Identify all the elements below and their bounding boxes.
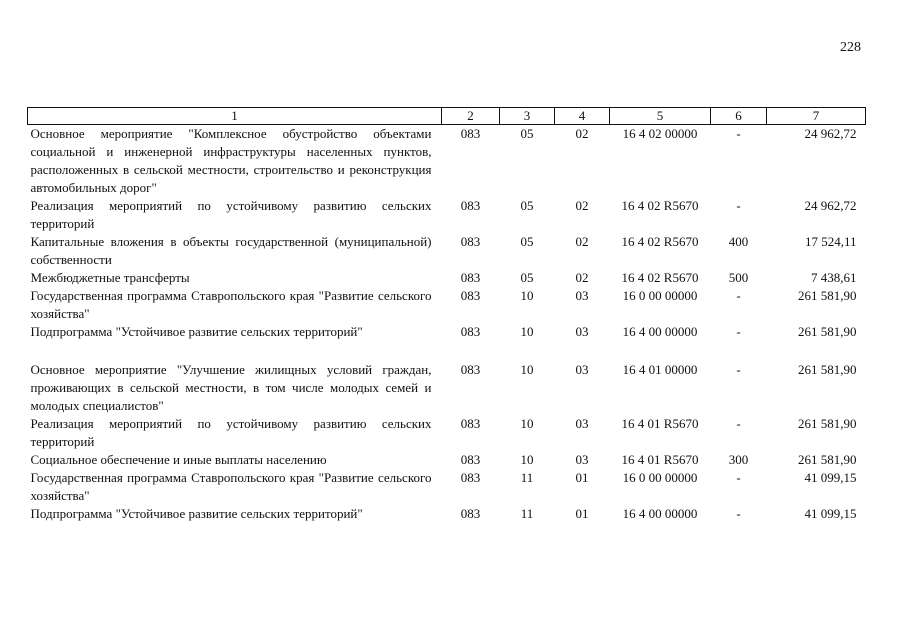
target-article-cell: 16 4 02 R5670: [621, 198, 699, 213]
table-row: [28, 233, 866, 269]
expense-type-cell: -: [736, 198, 741, 213]
target-article-cell: 16 0 00 00000: [622, 470, 698, 485]
row-name-cell: Подпрограмма "Устойчивое развитие сельских территорий": [30, 324, 363, 339]
section-code-cell: 05: [520, 234, 534, 249]
row-name-cell: Реализация мероприятий по устойчивому развитию сельских территорий: [30, 198, 432, 231]
table-row: [28, 197, 866, 233]
target-article-cell: 16 4 02 R5670: [621, 270, 699, 285]
expense-type-cell: -: [736, 362, 741, 377]
expense-type-cell: -: [736, 126, 741, 141]
amount-cell: 261 581,90: [798, 362, 857, 377]
header-cell: 7: [767, 108, 866, 125]
amount-cell: 41 099,15: [804, 470, 857, 485]
target-article-cell: 16 4 01 00000: [622, 362, 698, 377]
header-cell: 2: [442, 108, 500, 125]
target-article-cell: 16 4 01 R5670: [621, 452, 699, 467]
table-row: [28, 505, 866, 523]
header-cell: 4: [555, 108, 610, 125]
budget-table: [27, 107, 866, 523]
ved-code-cell: 083: [460, 324, 481, 339]
header-cell: 3: [500, 108, 555, 125]
row-name-cell: Реализация мероприятий по устойчивому развитию сельских территорий: [30, 416, 432, 449]
row-name-cell: Капитальные вложения в объекты государственной (муниципальной) собственности: [30, 234, 432, 267]
expense-type-cell: -: [736, 506, 741, 521]
section-code-cell: 10: [520, 416, 534, 431]
row-name-cell: Подпрограмма "Устойчивое развитие сельских территорий": [30, 506, 363, 521]
ved-code-cell: 083: [460, 270, 481, 285]
subsection-code-cell: 03: [575, 416, 589, 431]
table-row: [28, 287, 866, 323]
expense-type-cell: -: [736, 324, 741, 339]
ved-code-cell: 083: [460, 470, 481, 485]
section-code-cell: 10: [520, 288, 534, 303]
table-row: [28, 323, 866, 341]
header-cell: 1: [28, 108, 442, 125]
subsection-code-cell: 02: [575, 126, 589, 141]
table-row: [28, 269, 866, 287]
target-article-cell: 16 4 02 00000: [622, 126, 698, 141]
amount-cell: 7 438,61: [811, 270, 857, 285]
section-code-cell: 05: [520, 270, 534, 285]
table-row: [28, 125, 866, 198]
subsection-code-cell: 03: [575, 362, 589, 377]
target-article-cell: 16 4 02 R5670: [621, 234, 699, 249]
target-article-cell: 16 0 00 00000: [622, 288, 698, 303]
table-body: [28, 125, 866, 524]
table-row: [28, 415, 866, 451]
amount-cell: 24 962,72: [804, 126, 857, 141]
ved-code-cell: 083: [460, 452, 481, 467]
table-row: [28, 341, 866, 415]
row-name-cell: Государственная программа Ставропольского края "Развитие сельского хозяйства": [30, 470, 432, 503]
amount-cell: 24 962,72: [804, 198, 857, 213]
section-code-cell: 10: [520, 452, 534, 467]
section-code-cell: 11: [520, 470, 534, 485]
target-article-cell: 16 4 00 00000: [622, 324, 698, 339]
section-code-cell: 05: [520, 198, 534, 213]
table-row: [28, 469, 866, 505]
amount-cell: 41 099,15: [804, 506, 857, 521]
expense-type-cell: 400: [728, 234, 749, 249]
subsection-code-cell: 02: [575, 234, 589, 249]
subsection-code-cell: 02: [575, 198, 589, 213]
row-name-cell: Социальное обеспечение и иные выплаты населению: [30, 452, 327, 467]
subsection-code-cell: 01: [575, 506, 589, 521]
ved-code-cell: 083: [460, 198, 481, 213]
section-code-cell: 11: [520, 506, 534, 521]
ved-code-cell: 083: [460, 234, 481, 249]
expense-type-cell: -: [736, 470, 741, 485]
subsection-code-cell: 02: [575, 270, 589, 285]
expense-type-cell: 300: [728, 452, 749, 467]
section-code-cell: 10: [520, 324, 534, 339]
amount-cell: 261 581,90: [798, 288, 857, 303]
amount-cell: 261 581,90: [798, 324, 857, 339]
page-number: 228: [840, 40, 861, 55]
expense-type-cell: -: [736, 288, 741, 303]
expense-type-cell: -: [736, 416, 741, 431]
ved-code-cell: 083: [460, 288, 481, 303]
subsection-code-cell: 03: [575, 288, 589, 303]
ved-code-cell: 083: [460, 416, 481, 431]
subsection-code-cell: 01: [575, 470, 589, 485]
subsection-code-cell: 03: [575, 324, 589, 339]
amount-cell: 261 581,90: [798, 452, 857, 467]
row-name-cell: Основное мероприятие "Улучшение жилищных условий граждан, проживающих в сельской местности, в том числе молодых семей и молодых специалистов": [30, 362, 432, 413]
row-name-cell: Основное мероприятие "Комплексное обустройство объектами социальной и инженерной инфраструктуры населенных пунктов, расположенных в сельской местности, строительство и реконструкция автомобильных дорог": [30, 126, 432, 195]
expense-type-cell: 500: [728, 270, 749, 285]
section-code-cell: 10: [520, 362, 534, 377]
ved-code-cell: 083: [460, 506, 481, 521]
ved-code-cell: 083: [460, 126, 481, 141]
subsection-code-cell: 03: [575, 452, 589, 467]
target-article-cell: 16 4 01 R5670: [621, 416, 699, 431]
target-article-cell: 16 4 00 00000: [622, 506, 698, 521]
header-cell: 6: [711, 108, 767, 125]
section-code-cell: 05: [520, 126, 534, 141]
header-cell: 5: [610, 108, 711, 125]
header-row: [28, 108, 866, 125]
amount-cell: 17 524,11: [804, 234, 857, 249]
amount-cell: 261 581,90: [798, 416, 857, 431]
row-name-cell: Государственная программа Ставропольского края "Развитие сельского хозяйства": [30, 288, 432, 321]
ved-code-cell: 083: [460, 362, 481, 377]
table-row: [28, 451, 866, 469]
row-name-cell: Межбюджетные трансферты: [30, 270, 190, 285]
